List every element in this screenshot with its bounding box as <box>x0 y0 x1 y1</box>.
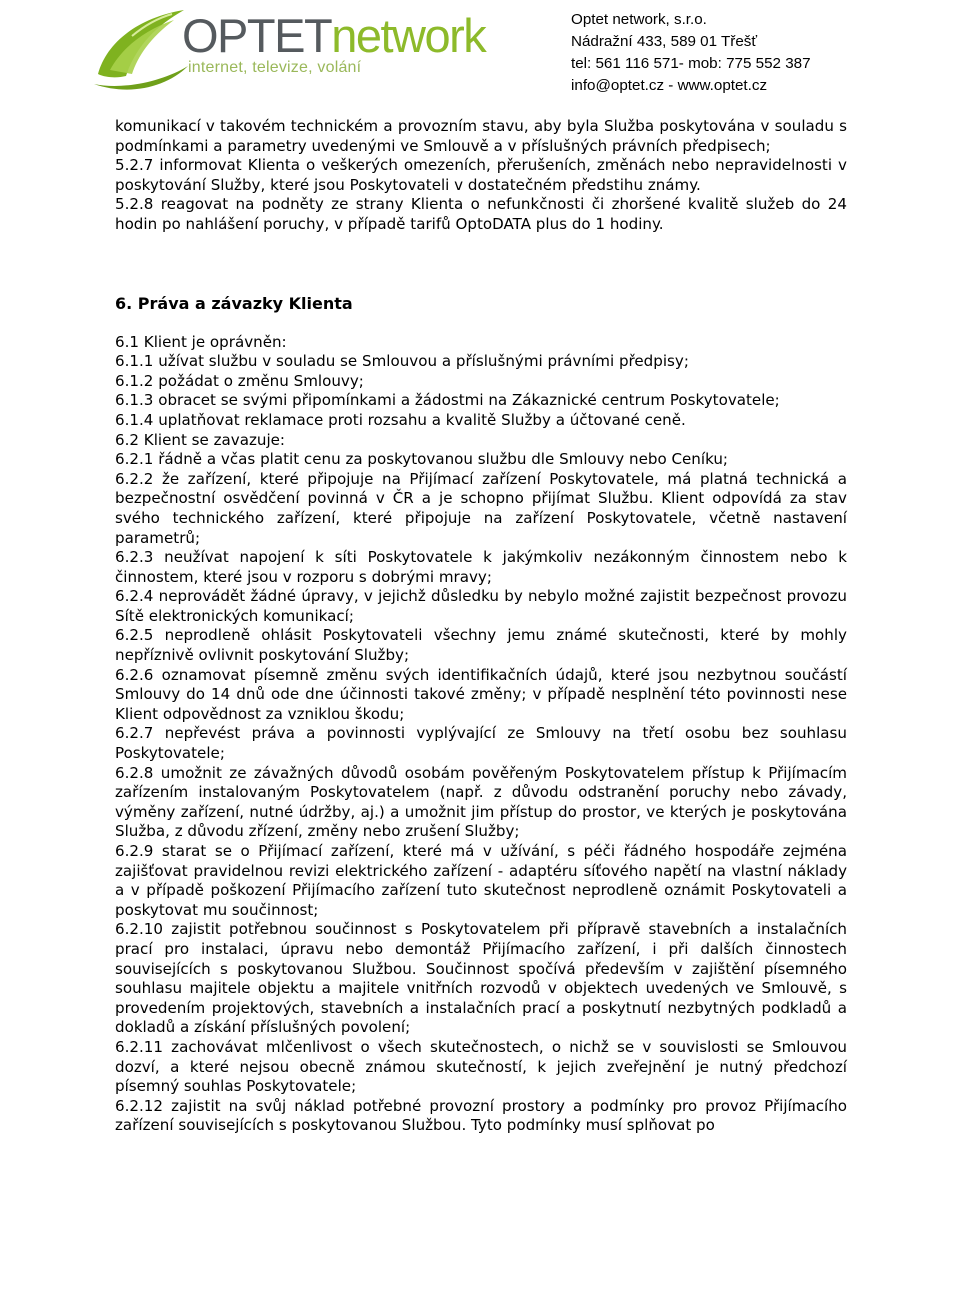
clause: 6.2.7 nepřevést práva a povinnosti vyplývající ze Smlouvy na třetí osobu bez souhlasu Poskytovatele; <box>115 724 847 763</box>
paragraph: 5.2.7 informovat Klienta o veškerých omezeních, přerušeních, změnách nebo nepravidelnosti v poskytování Služby, které jsou Poskytovateli v dostatečném předstihu známy. <box>115 156 847 194</box>
document-body <box>115 117 847 1136</box>
company-address: Nádražní 433, 589 01 Třešť <box>571 33 758 50</box>
clause: 6.2.6 oznamovat písemně změnu svých identifikačních údajů, které jsou nezbytnou součástí Smlouvy do 14 dnů ode dne účinnosti takové změny; v případě nesplnění této povinnosti nese Klient odpovědnost za vzniklou škodu; <box>115 665 847 723</box>
contact-block <box>571 9 811 97</box>
paragraph: 5.2.8 reagovat na podněty ze strany Klienta o nefunkčnosti či zhoršené kvalitě služeb do 24 hodin po nahlášení poruchy, v případě tarifů OptoDATA plus do 1 hodiny. <box>115 195 847 233</box>
clause: 6.2.4 neprovádět žádné úpravy, v jejichž důsledku by nebylo možné zajistit bezpečnost provozu Sítě elektronických komunikací; <box>115 587 847 625</box>
green-leaf-swoosh-icon <box>92 4 192 96</box>
clause: 6.2.1 řádně a včas platit cenu za poskytovanou službu dle Smlouvy nebo Ceníku; <box>115 450 728 469</box>
clause: 6.2.5 neprodleně ohlásit Poskytovateli všechny jemu známé skutečnosti, které by mohly nepříznivě ovlivnit poskytování Služby; <box>115 626 847 665</box>
clause: 6.2.10 zajistit potřebnou součinnost s Poskytovatelem při přípravě stavebních a instalačních prací pro instalaci, úpravu nebo demontáž Přijímacího zařízení, i při dalších činnostech souvisejících s poskytovanou Službou. Součinnost spočívá především v zajištění písemného souhlasu majitele objektu a majitele vnitřních rozvodů v objektech uvedených ve Smlouvě, s provedením projektových, stavebních a instalačních prací a poskytnutí nezbytných podkladů a dokladů a získání příslušných povolení; <box>115 920 847 1037</box>
page-header <box>0 0 960 110</box>
clause: 6.2.11 zachovávat mlčenlivost o všech skutečnostech, o nichž se v souvislosti se Smlouvou dozví, a které nejsou obecně známou skutečností, k jejich zveřejnění je nutný předchozí písemný souhlas Poskytovatele; <box>115 1037 847 1096</box>
brand-part1: OPTET <box>182 9 332 62</box>
clause: 6.1.1 užívat službu v souladu se Smlouvou a příslušnými právními předpisy; <box>115 352 689 371</box>
brand-tagline: internet, televize, volání <box>188 59 362 76</box>
brand-name <box>182 10 485 62</box>
clause: 6.1.3 obracet se svými připomínkami a žádostmi na Zákaznické centrum Poskytovatele; <box>115 391 780 410</box>
clause: 6.2 Klient se zavazuje: <box>115 430 286 449</box>
clause: 6.1 Klient je oprávněn: <box>115 332 287 351</box>
company-email-web: info@optet.cz - www.optet.cz <box>571 77 768 94</box>
clause: 6.2.2 že zařízení, které připojuje na Přijímací zařízení Poskytovatele, má platná technická a bezpečnostní osvědčení povinná v ČR a je schopno přijímat Službu. Klient odpovídá za stav svého technického zařízení, které připojuje na zařízení Poskytovatele, včetně nastavení parametrů; <box>115 469 847 547</box>
clause: 6.2.9 starat se o Přijímací zařízení, které má v užívání, s péči řádného hospodáře zejména zajišťovat pravidelnou revizi elektrického zařízení - adaptéru síťového napětí na vlastní náklady a v případě poškození Přijímacího zařízení tuto skutečnost neprodleně oznámit Poskytovateli a poskytovat mu součinnost; <box>115 842 847 919</box>
company-name: Optet network, s.r.o. <box>571 11 707 28</box>
optet-logo <box>92 4 512 96</box>
clause: 6.2.12 zajistit na svůj náklad potřebné provozní prostory a podmínky pro provoz Přijímacího zařízení souvisejících s poskytovanou Službou. Tyto podmínky musí splňovat po <box>115 1096 847 1135</box>
clause: 6.2.3 neužívat napojení k síti Poskytovatele k jakýmkoliv nezákonným činnostem nebo k činnostem, které jsou v rozporu s dobrými mravy; <box>115 548 847 586</box>
clause: 6.2.8 umožnit ze závažných důvodů osobám pověřeným Poskytovatelem přístup k Přijímacím zařízením instalovaným Poskytovatelem (např. z důvodu odstranění poruchy nebo závady, výměny zařízení, nutné údržby, aj.) a umožnit jim přístup do prostor, ve kterých je poskytována Služba, z důvodu zřízení, změny nebo zrušení Služby; <box>115 763 847 841</box>
paragraph: komunikací v takovém technickém a provozním stavu, aby byla Služba poskytována v souladu s podmínkami a parametry uvedenými ve Smlouvě a v příslušných právních předpisech; <box>115 117 847 155</box>
clause: 6.1.4 uplatňovat reklamace proti rozsahu a kvalitě Služby a účtované ceně. <box>115 410 686 429</box>
company-phone: tel: 561 116 571- mob: 775 552 387 <box>571 55 811 72</box>
section-heading: 6. Práva a závazky Klienta <box>115 293 353 313</box>
clause: 6.1.2 požádat o změnu Smlouvy; <box>115 371 364 390</box>
brand-part2: network <box>331 9 486 62</box>
